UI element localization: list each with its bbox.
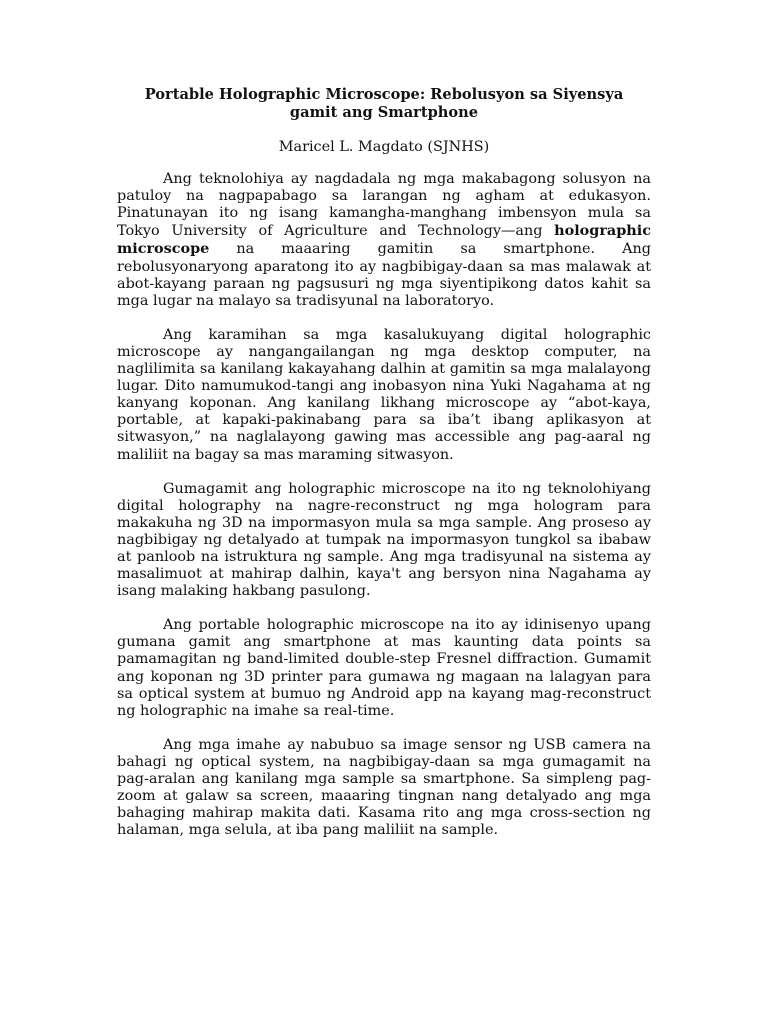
title-line-2: gamit ang Smartphone [289, 103, 479, 121]
paragraph-2: Ang karamihan sa mga kasalukuyang digital holographic microscope ay nangangailangan ng mga desktop computer, na naglilimita sa kanilang kakayahang dalhin at gamitin sa mga malalayong lugar. Dito namumukod-tangi ang inobasyon nina Yuki Nagahama at ng kanyang koponan. Ang kanilang likhang microscope ay “abot-kaya, portable, at kapaki-pakinabang para sa iba’t ibang aplikasyon at sitwasyon,” na naglalayong gawing mas accessible ang pag-aaral ng maliliit na bagay sa mas maraming sitwasyon. [117, 326, 651, 463]
paragraph-4: Ang portable holographic microscope na ito ay idinisenyo upang gumana gamit ang smartphone at mas kaunting data points sa pamamagitan ng band-limited double-step Fresnel diffraction. Gumamit ang koponan ng 3D printer para gumawa ng magaan na lalagyan para sa optical system at bumuo ng Android app na kayang mag-reconstruct ng holographic na imahe sa real-time. [117, 617, 651, 719]
paragraph-1-text-end: na maaaring gamitin sa smartphone. Ang rebolusyonaryong aparatong ito ay nagbibigay-daan sa mas malawak at abot-kayang paraan ng pagsusuri ng mga siyentipikong datos kahit sa mga lugar na malayo sa tradisyunal na laboratoryo. [117, 241, 651, 309]
paragraph-5: Ang mga imahe ay nabubuo sa image sensor ng USB camera na bahagi ng optical system, na nagbibigay-daan sa mga gumagamit na pag-aralan ang kanilang mga sample sa smartphone. Sa simpleng pag-zoom at galaw sa screen, maaaring tingnan nang detalyado ang mga bahaging mahirap makita dati. Kasama rito ang mga cross-section ng halaman, mga selula, at iba pang maliliit na sample. [117, 736, 651, 839]
title-line-1: Portable Holographic Microscope: Rebolusyon sa Siyensya [144, 86, 624, 103]
document-page [117, 86, 651, 839]
paragraph-1-bold-term: holographic microscope [117, 222, 651, 258]
paragraph-1 [117, 171, 651, 310]
paragraph-3: Gumagamit ang holographic microscope na ito ng teknolohiyang digital holography na nagre-reconstruct ng mga hologram para makakuha ng 3D na impormasyon mula sa mga sample. Ang proseso ay nagbibigay ng detalyado at tumpak na impormasyon tungkol sa ibabaw at panloob na istruktura ng sample. Ang mga tradisyunal na sistema ay masalimuot at mahirap dalhin, kaya't ang bersyon nina Nagahama ay isang malaking hakbang pasulong. [117, 480, 651, 600]
document-title [117, 86, 651, 121]
paragraph-1-text-start: Ang teknolohiya ay nagdadala ng mga makabagong solusyon na patuloy na nagpapabago sa larangan ng agham at edukasyon. Pinatunayan ito ng isang kamangha-manghang imbensyon mula sa Tokyo University of Agriculture and Technology—ang [117, 171, 651, 240]
document-author: Maricel L. Magdato (SJNHS) [278, 139, 490, 155]
